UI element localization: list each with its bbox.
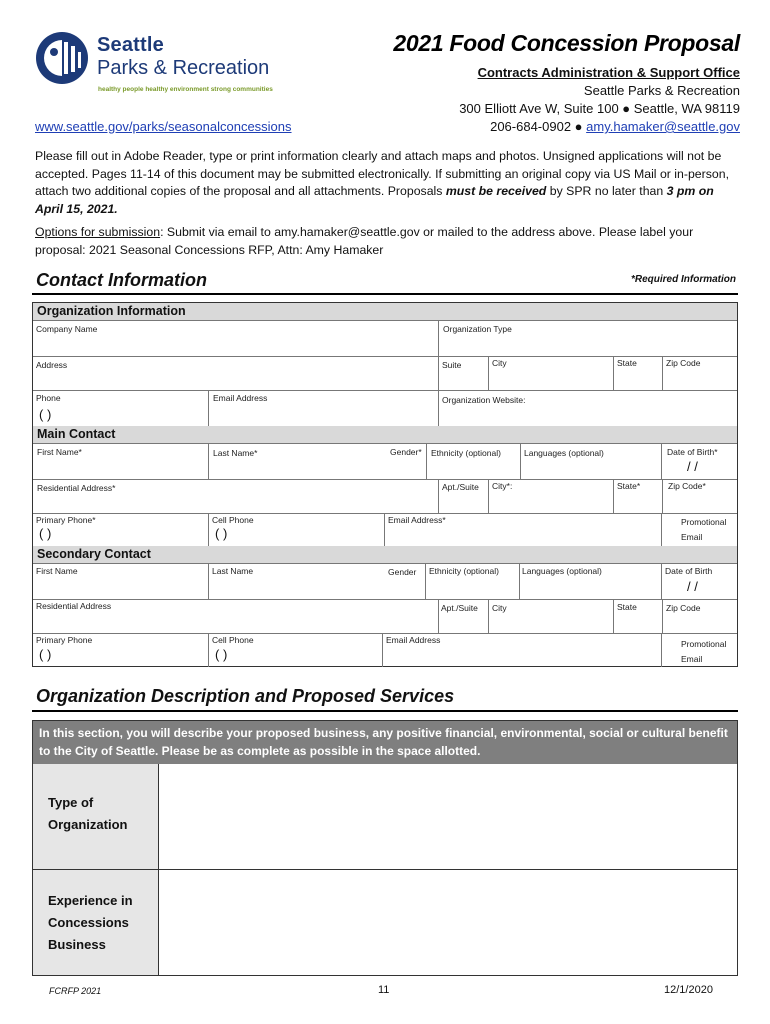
- section-divider-2: [32, 710, 738, 712]
- instructions-paragraph: Please fill out in Adobe Reader, type or print information clearly and attach maps and photos. Unsigned applications will not be accepted. Pages 11-14 of this document may be submitted electronically. If submitting an original copy via US Mail or in-person, attach two additional copies of the proposal and all attachments. Proposals must be received by SPR no later than 3 pm on April 15, 2021.: [35, 149, 729, 216]
- section-divider: [32, 293, 738, 295]
- main-residential-address-field[interactable]: Residential Address*: [37, 483, 116, 493]
- submission-options-paragraph: Options for submission: Submit via email to amy.hamaker@seattle.gov or mailed to the address above. Please label your proposal: 2021 Seasonal Concessions RFP, Attn: Amy Hamaker: [35, 225, 694, 257]
- footer-date: 12/1/2020: [664, 984, 713, 996]
- company-name-field[interactable]: Company Name: [36, 324, 98, 334]
- main-dob-field[interactable]: Date of Birth*: [667, 447, 718, 457]
- main-apt-suite-field[interactable]: Apt./Suite: [442, 482, 479, 492]
- org-info-band: Organization Information: [33, 303, 737, 320]
- sec-state-field[interactable]: State: [617, 602, 637, 612]
- zip-code-field[interactable]: Zip Code: [666, 358, 701, 368]
- sec-languages-field[interactable]: Languages (optional): [522, 566, 602, 576]
- sec-first-name-field[interactable]: First Name: [36, 566, 78, 576]
- sec-apt-suite-field[interactable]: Apt./Suite: [441, 603, 478, 613]
- contact-section-title: Contact Information: [36, 270, 207, 290]
- sec-cell-phone-field[interactable]: Cell Phone: [212, 635, 254, 645]
- main-gender-field[interactable]: Gender*: [390, 447, 422, 457]
- office-phone: 206-684-0902 ●: [490, 119, 587, 134]
- suite-field[interactable]: Suite: [442, 360, 462, 370]
- description-intro: In this section, you will describe your proposed business, any positive financial, environmental, social or cultural benefit to the City of Seattle. Please be as complete as possible in the space allotted.: [33, 721, 737, 764]
- website-link[interactable]: www.seattle.gov/parks/seasonalconcessions: [35, 119, 292, 134]
- phone-field[interactable]: Phone: [36, 393, 61, 403]
- logo-text-seattle: Seattle: [97, 34, 164, 56]
- org-name: Seattle Parks & Recreation: [583, 83, 740, 98]
- sec-zip-field[interactable]: Zip Code: [666, 603, 701, 613]
- sec-city-field[interactable]: City: [492, 603, 507, 613]
- main-contact-band: Main Contact: [33, 426, 737, 443]
- experience-label: Experience in Concessions Business: [33, 870, 159, 975]
- address-field[interactable]: Address: [36, 360, 68, 370]
- org-website-field[interactable]: Organization Website:: [442, 395, 526, 405]
- description-section-title: Organization Description and Proposed Services: [36, 686, 455, 706]
- main-last-name-field[interactable]: Last Name*: [213, 448, 258, 458]
- city-field[interactable]: City: [492, 358, 507, 368]
- sec-last-name-field[interactable]: Last Name: [212, 566, 254, 576]
- sec-email-field[interactable]: Email Address: [386, 635, 441, 645]
- main-promotional-email-checkbox[interactable]: Email: [681, 532, 703, 542]
- main-zip-field[interactable]: Zip Code*: [668, 481, 706, 491]
- required-note: *Required Information: [630, 274, 736, 285]
- secondary-contact-band: Secondary Contact: [33, 546, 737, 563]
- contact-form: Organization Information Company Name Organization Type Address Suite City State Zip Code Phone ( ) Email Address Organization Website: Main Contact First Name* Last Name* Gender* Ethnicity (optional) Languages (optional) Date of Birth* / / Residential Address* Apt./Suite City*: State* Zip Code* Primary Phone* ( ) Cell Phone ( ) Email Address* Promotional Email Secondary Contact First Name Last Name Gender Ethnicity (optional) Languages (optional) Date of Birth / / Residential Address Apt./Suite City State Zip Code Primary Phone ( ) Cell Phone ( ) Email Address Promotional Email: [32, 302, 738, 667]
- office-email-link[interactable]: amy.hamaker@seattle.gov: [586, 119, 740, 134]
- sec-promotional-label: Promotional: [681, 639, 727, 649]
- main-primary-phone-field[interactable]: Primary Phone*: [36, 515, 96, 525]
- seattle-logo-icon: [34, 30, 90, 86]
- office-address: 300 Elliott Ave W, Suite 100 ● Seattle, WA 98119: [459, 101, 740, 116]
- main-languages-field[interactable]: Languages (optional): [524, 448, 604, 458]
- main-promotional-label: Promotional: [681, 517, 727, 527]
- main-ethnicity-field[interactable]: Ethnicity (optional): [431, 448, 501, 458]
- sec-primary-phone-field[interactable]: Primary Phone: [36, 635, 93, 645]
- state-field[interactable]: State: [617, 358, 637, 368]
- organization-type-field[interactable]: Organization Type: [443, 324, 512, 334]
- logo-tagline: healthy people healthy environment strong communities: [98, 86, 273, 93]
- sec-promotional-email-checkbox[interactable]: Email: [681, 654, 703, 664]
- sec-dob-field[interactable]: Date of Birth: [665, 566, 713, 576]
- description-table: [32, 720, 738, 976]
- main-email-field[interactable]: Email Address*: [388, 515, 446, 525]
- footer-page-number: 11: [378, 984, 390, 996]
- footer-doc-id: FCRFP 2021: [49, 986, 102, 996]
- type-of-organization-label: Type of Organization: [33, 764, 159, 870]
- sec-gender-field[interactable]: Gender: [388, 567, 417, 577]
- main-state-field[interactable]: State*: [617, 481, 641, 491]
- office-name: Contracts Administration & Support Office: [477, 65, 740, 80]
- main-first-name-field[interactable]: First Name*: [37, 447, 82, 457]
- logo-text-parks: Parks & Recreation: [97, 57, 270, 79]
- sec-ethnicity-field[interactable]: Ethnicity (optional): [429, 566, 499, 576]
- experience-input[interactable]: [159, 870, 737, 975]
- type-of-organization-input[interactable]: [159, 764, 737, 870]
- email-address-field[interactable]: Email Address: [213, 393, 268, 403]
- contact-line: [490, 119, 740, 134]
- sec-residential-address-field[interactable]: Residential Address: [36, 601, 112, 611]
- main-cell-phone-field[interactable]: Cell Phone: [212, 515, 254, 525]
- page-title: 2021 Food Concession Proposal: [393, 30, 740, 56]
- main-city-field[interactable]: City*:: [492, 481, 513, 491]
